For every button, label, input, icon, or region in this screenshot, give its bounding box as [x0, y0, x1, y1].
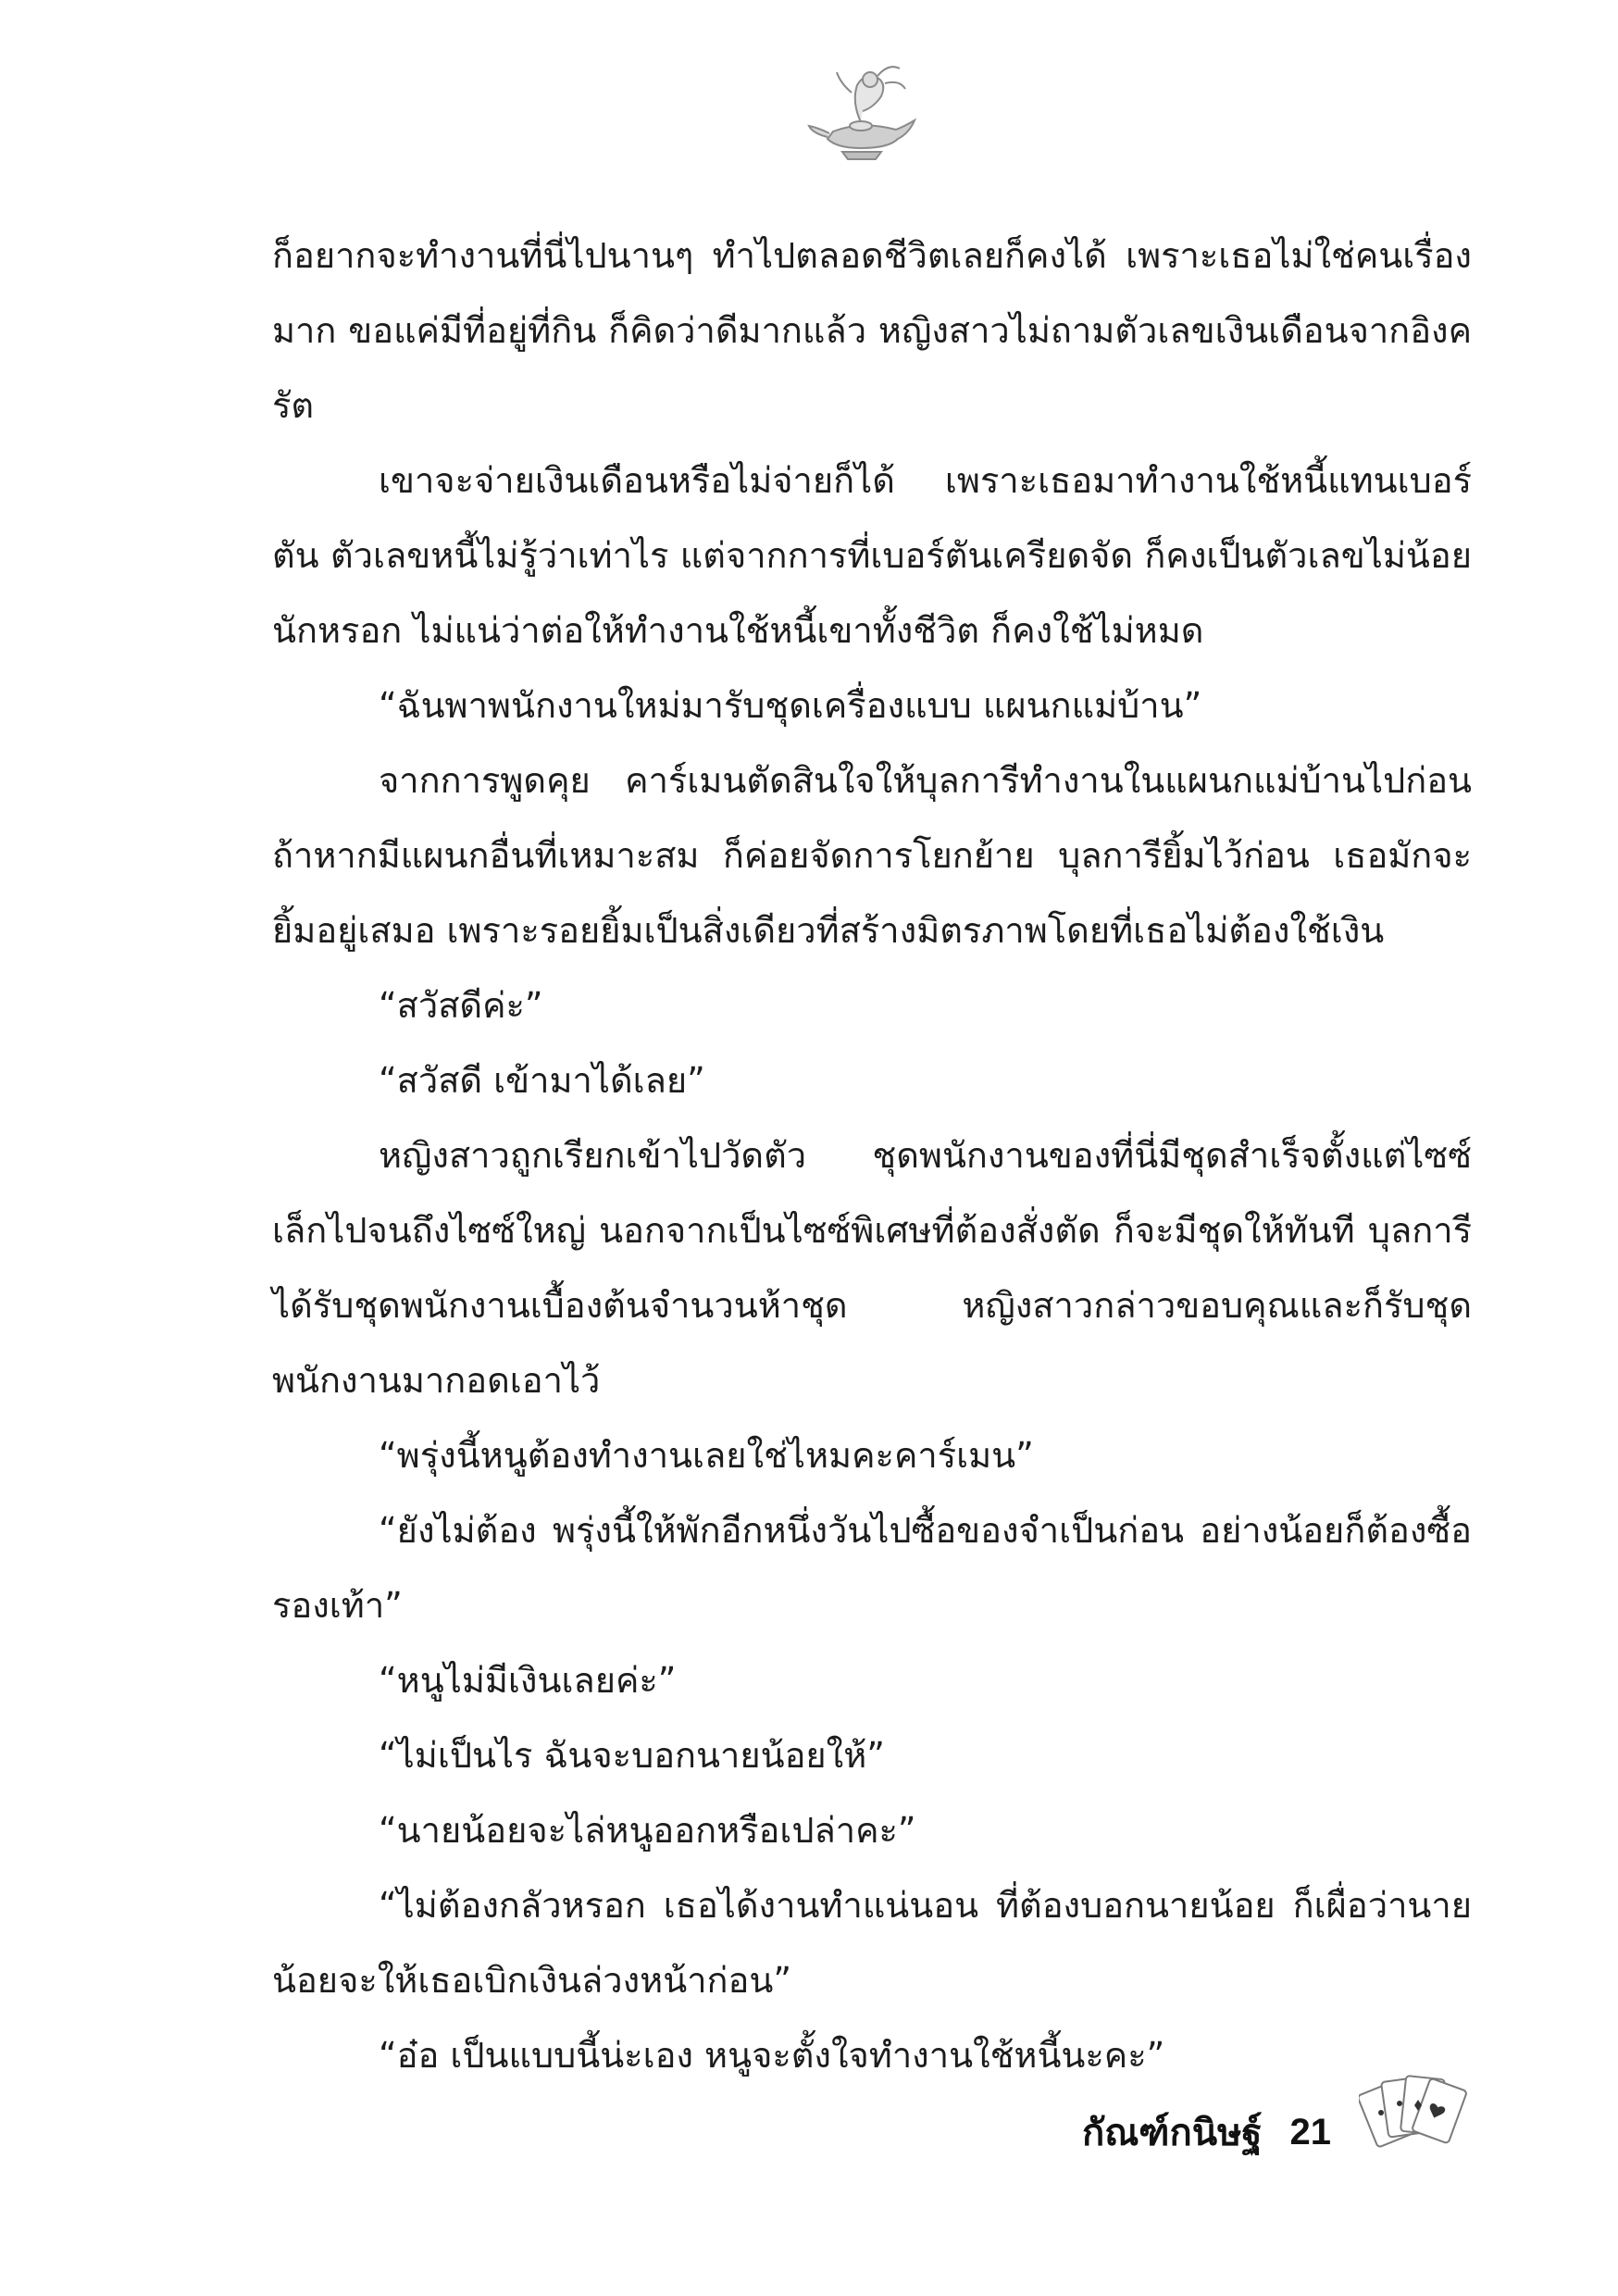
paragraph: “ไม่ต้องกลัวหรอก เธอได้งานทำแน่นอน ที่ต้องบอกนายน้อย ก็เผื่อว่านายน้อยจะให้เธอเบิกเงินล่วงหน้าก่อน” [272, 1885, 1472, 2001]
paragraph: “ยังไม่ต้อง พรุ่งนี้ให้พักอีกหนึ่งวันไปซื้อของจำเป็นก่อน อย่างน้อยก็ต้องซื้อรองเท้า” [272, 1510, 1472, 1626]
paragraph: เขาจะจ่ายเงินเดือนหรือไม่จ่ายก็ได้ เพราะเธอมาทำงานใช้หนี้แทนเบอร์ตัน ตัวเลขหนี้ไม่รู้ว่าเท่าไร แต่จากการที่เบอร์ตันเครียดจัด ก็คงเป็นตัวเลขไม่น้อยนักหรอก ไม่แน่ว่าต่อให้ทำงานใช้หนี้เขาทั้งชีวิต ก็คงใช้ไม่หมด [272, 460, 1472, 651]
dialogue-line: “พรุ่งนี้หนูต้องทำงานเลยใช่ไหมคะคาร์เมน” [379, 1435, 1034, 1476]
book-title: กัณฑ์กนิษฐ์ [1081, 2112, 1263, 2154]
paragraph: จากการพูดคุย คาร์เมนตัดสินใจให้บุลการีทำงานในแผนกแม่บ้านไปก่อน ถ้าหากมีแผนกอื่นที่เหมาะสม ก็ค่อยจัดการโยกย้าย บุลการียิ้มไว้ก่อน เธอมักจะยิ้มอยู่เสมอ เพราะรอยยิ้มเป็นสิ่งเดียวที่สร้างมิตรภาพโดยที่เธอไม่ต้องใช้เงิน [272, 760, 1472, 951]
page-number: 21 [1289, 2111, 1331, 2152]
dialogue-line: “อ๋อ เป็นแบบนี้น่ะเอง หนูจะตั้งใจทำงานใช้หนี้นะคะ” [379, 2035, 1165, 2076]
dialogue-line: “ไม่เป็นไร ฉันจะบอกนายน้อยให้” [379, 1735, 885, 1776]
dialogue-line: “สวัสดี เข้ามาได้เลย” [379, 1060, 705, 1101]
dialogue-line: “สวัสดีค่ะ” [379, 985, 543, 1026]
page-footer [1082, 2090, 1331, 2174]
playing-cards-icon [1359, 2066, 1470, 2168]
paragraph: ก็อยากจะทำงานที่นี่ไปนานๆ ทำไปตลอดชีวิตเลยก็คงได้ เพราะเธอไม่ใช่คนเรื่องมาก ขอแค่มีที่อยู่ที่กิน ก็คิดว่าดีมากแล้ว หญิงสาวไม่ถามตัวเลขเงินเดือนจากอิงครัต [272, 235, 1472, 426]
body-text [272, 218, 1472, 2093]
genie-lamp-icon [796, 56, 926, 167]
dialogue-line: “หนูไม่มีเงินเลยค่ะ” [379, 1660, 677, 1701]
paragraph: หญิงสาวถูกเรียกเข้าไปวัดตัว ชุดพนักงานของที่นี่มีชุดสำเร็จตั้งแต่ไซซ์เล็กไปจนถึงไซซ์ใหญ่ นอกจากเป็นไซซ์พิเศษที่ต้องสั่งตัด ก็จะมีชุดให้ทันที บุลการีได้รับชุดพนักงานเบื้องต้นจำนวนห้าชุด หญิงสาวกล่าวขอบคุณและก็รับชุดพนักงานมากอดเอาไว้ [272, 1135, 1472, 1401]
dialogue-line: “นายน้อยจะไล่หนูออกหรือเปล่าคะ” [379, 1810, 916, 1851]
dialogue-line: “ฉันพาพนักงานใหม่มารับชุดเครื่องแบบ แผนกแม่บ้าน” [379, 685, 1202, 726]
